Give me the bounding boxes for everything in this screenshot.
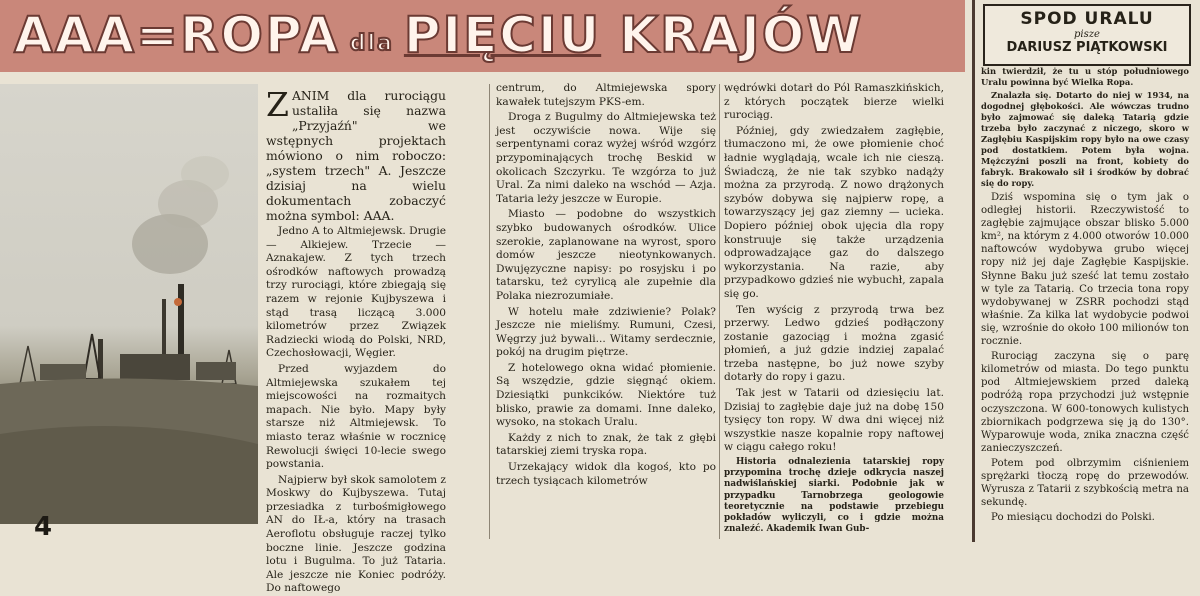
paragraph: Rurociąg zaczyna się o parę kilometrów od miasta. Do tego punktu pod Altmiejewskiem przed daleką podróżą ropa przychodzi już wstępnie oczyszczona. W 600-tonowych kulistych zbiornikach podgrzewa się ją do 130°. Wyparowuje woda, znika znaczna część zanieczyszczeń. <box>981 351 1189 454</box>
paragraph: Droga z Bugulmy do Altmiejewska też jest oczywiście nowa. Wije się serpentynami coraz wyżej wśród wzgórz przypominających trochę Beskid w okolicach Szczyrku. Te wzgórza to już Ural. Za nimi daleko na wschód — Azja. Tataria leży jeszcze w Europie. <box>496 111 716 205</box>
headline-banner <box>0 0 965 72</box>
sidebar-author: DARIUSZ PIĄTKOWSKI <box>1006 40 1168 55</box>
paragraph: wędrówki dotarł do Pól Ramaszkińskich, z których początek bierze wielki rurociąg. <box>724 82 944 122</box>
paragraph: Jedno A to Altmiejewsk. Drugie — Alkiejew. Trzecie — Aznakajew. Z tych trzech ośrodków naftowych prowadzą trzy rurociągi, które zbiegają się razem w rejonie Kujbyszewa i stąd trasą liczącą 3.000 kilometrów przez Związek Radziecki wiodą do Polski, NRD, Czechosłowacji, Węgier. <box>266 225 446 360</box>
paragraph: Najpierw był skok samolotem z Moskwy do Kujbyszewa. Tutaj przesiadka z turbośmigłowego AN do IŁ-a, który na trasach Aeroflotu obsługuje raczej tylko boczne linie. Jeszcze godzina lotu i Bugulma. To już Tataria. Ale jeszcze nie Koniec podróży. Do naftowego <box>266 473 446 595</box>
headline-part-pieciu: PIĘCIU <box>403 6 602 64</box>
article-lead <box>266 85 446 223</box>
paragraph: W hotelu małe zdziwienie? Polak? Jeszcze nie mieliśmy. Rumuni, Czesi, Węgrzy już bywali... Witamy serdecznie, pokój na drugim piętrze. <box>496 305 716 359</box>
paragraph: Miasto — podobne do wszystkich szybko budowanych ośrodków. Ulice szerokie, zaplanowane na wyrost, sporo domów jeszcze nieotynkowanych. Dwujęzyczne napisy: po rosyjsku i po tatarsku, też cyrylicą ale zupełnie dla Polaka niezrozumiałe. <box>496 208 716 302</box>
paragraph: Dziś wspomina się o tym jak o odległej historii. Rzeczywistość to zagłębie zajmujące obszar blisko 5.000 km², na którym z 4.000 otworów 10.000 naftowców wydobywa grubo więcej ropy niż jej daje Zagłębie Kaspijskie. Słynne Baku już sześć lat temu zostało w tyle za Tatarią. Co trzecia tona ropy wydobywanej w ZSRR pochodzi stąd właśnie. Za kilka lat wydobycie podwoi się, wzrośnie do około 100 milionów ton rocznie. <box>981 192 1189 348</box>
paragraph: Po miesiącu dochodzi do Polski. <box>991 512 1155 524</box>
drop-cap: Z <box>266 85 289 124</box>
paragraph: centrum, do Altmiejewska spory kawałek tutejszym PKS-em. <box>496 82 716 108</box>
article-column-2 <box>496 82 716 538</box>
sidebar-title: SPOD URALU <box>1020 9 1154 29</box>
sidebar-column <box>972 0 1197 542</box>
headline-part-krajow: KRAJÓW <box>619 6 864 64</box>
headline-part-aaa-ropa: AAA=ROPA <box>14 6 340 64</box>
paragraph: Tak jest w Tatarii od dziesięciu lat. Dzisiaj to zagłębie daje już na dobę 150 tysięcy ton ropy. W dwa dni więcej niż wszystkie nasze kopalnie ropy naftowej w ciągu całego roku! <box>724 387 944 454</box>
article-column-3 <box>724 82 944 538</box>
column-rule <box>719 84 720 539</box>
column-rule <box>489 84 490 539</box>
paragraph: Urzekający widok dla kogoś, kto po trzech tysiącach kilometrów <box>496 461 716 487</box>
article-column-1 <box>266 85 446 595</box>
paragraph: Później, gdy zwiedzałem zagłębie, tłumaczono mi, że owe płomienie choć ładnie wyglądają, wcale ich nie cieszą. Świadczą, że nie tak szybko nadąży można za przyrodą. Z nowo drążonych szybów dobywa się najpierw ropę, a towarzyszący jej gaz ziemny — ucieka. Dopiero później obok ujęcia dla ropy konstruuje się także urządzenia odprowadzające gaz do dalszego wykorzystania. Na razie, aby przypadkowo gdzieś nie wybuchł, zapala się go. <box>724 124 944 300</box>
paragraph: Każdy z nich to znak, że tak z głębi tatarskiej ziemi tryska ropa. <box>496 431 716 458</box>
oil-field-photo <box>0 84 258 524</box>
paragraph: kin twierdził, że tu u stóp południowego Uralu powinna być Wielka Ropa. <box>981 66 1189 87</box>
sidebar-byline-label: pisze <box>1074 29 1100 40</box>
paragraph: Ten wyścig z przyrodą trwa bez przerwy. Ledwo gdzieś podłączony zostanie gazociąg i można zgasić płomień, a już gdzie indziej zapalać trzeba następne, bo już nowe szyby dotarły do ropy i gazu. <box>724 303 944 384</box>
sidebar-heading-box <box>983 4 1191 66</box>
paragraph-small-print: Historia odnalezienia tatarskiej ropy przypomina trochę dzieje odkrycia naszej nadwiślańskiej siarki. Podobnie jak w przypadku Tarnobrzega geologowie teoretycznie na podstawie przebiegu pokładów wyliczyli, co i gdzie można znaleźć. Akademik Iwan Gub- <box>724 457 944 535</box>
paragraph: Z hotelowego okna widać płomienie. Są wszędzie, gdzie sięgnąć okiem. Dziesiątki punkcików. Niektóre tuż blisko, prawie za domami. Inne daleko, wysoko, na stokach Uralu. <box>496 361 716 429</box>
paragraph: Znalazła się. Dotarto do niej w 1934, na dogodnej głębokości. Ale wówczas trudno było zajmować się daleką Tatarią gdzie trzeba było zaczynać z niczego, skoro w Zagłębiu Kaspijskim ropy było na owe czasy pod dostatkiem. Potem była wojna. Mężczyźni poszli na front, kobiety do fabryk. Brakowało sił i środków by dobrać się do ropy. <box>981 90 1189 188</box>
headline <box>14 4 959 66</box>
page-number: 4 <box>34 512 53 542</box>
headline-part-dla: dla <box>349 31 394 56</box>
oil-field-illustration <box>0 84 258 524</box>
sidebar-text <box>981 66 1189 540</box>
paragraph: Przed wyjazdem do Altmiejewska szukałem tej miejscowości na rozmaitych mapach. Nie było. Mapy były starsze niż Altmiejewsk. To miasto teraz właśnie w rocznicę Rewolucji święci 10-lecie swego powstania. <box>266 362 446 471</box>
lead-text: ANIM dla rurociągu ustaliła się nazwa „Przyjaźń" we wstępnych projektach mówiono o nim roboczo: „system trzech" A. Jeszcze dzisiaj na wielu dokumentach zobaczyć można symbol: AAA. <box>266 88 446 223</box>
paragraph: Potem pod olbrzymim ciśnieniem sprężarki tłoczą ropę do przewodów. Wyrusza z Tatarii z szybkością metra na sekundę. <box>981 457 1189 509</box>
